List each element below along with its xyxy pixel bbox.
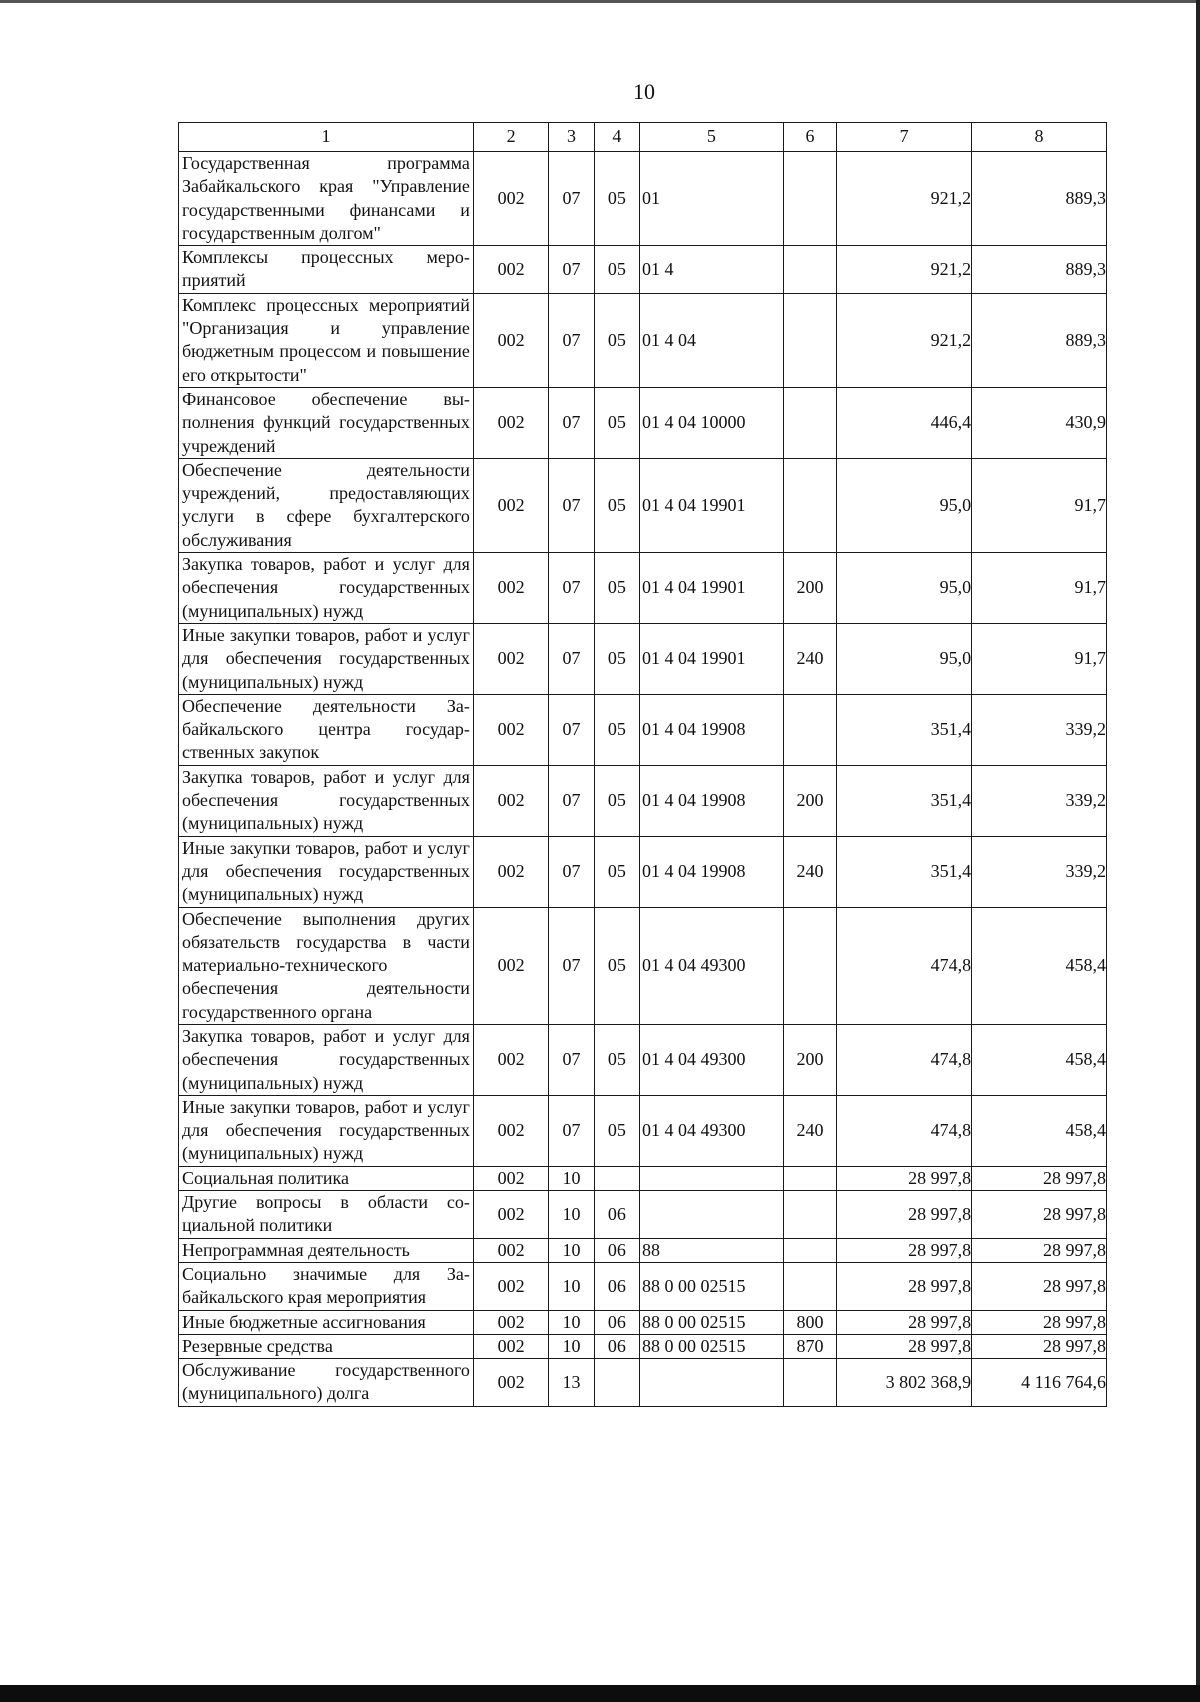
row-code-cell: 002 <box>473 152 548 246</box>
row-amount-col8-cell: 339,2 <box>972 836 1107 907</box>
row-target-article-cell: 01 4 04 49300 <box>639 907 783 1024</box>
row-name-cell: Комплекс процессных мероприятий "Организация и управление бюджетным процессом и повышение его открытости" <box>179 293 474 387</box>
column-header-8: 8 <box>972 123 1107 152</box>
row-target-article-cell: 01 4 04 49300 <box>639 1024 783 1095</box>
column-number-row <box>179 123 1107 152</box>
row-target-article-cell <box>639 1166 783 1190</box>
row-expense-type-cell: 200 <box>783 1024 836 1095</box>
row-name-cell: Закупка товаров, работ и услуг для обеспечения государственных (муниципальных) нужд <box>179 1024 474 1095</box>
row-code-cell: 002 <box>473 765 548 836</box>
row-amount-col8-cell: 430,9 <box>972 387 1107 458</box>
table-row <box>179 293 1107 387</box>
row-section-cell: 10 <box>549 1238 594 1262</box>
row-amount-col7-cell: 28 997,8 <box>837 1310 972 1334</box>
table-row <box>179 1310 1107 1334</box>
row-subsection-cell: 05 <box>594 694 639 765</box>
row-section-cell: 07 <box>549 836 594 907</box>
row-amount-col7-cell: 3 802 368,9 <box>837 1359 972 1407</box>
row-expense-type-cell: 240 <box>783 623 836 694</box>
row-section-cell: 07 <box>549 553 594 624</box>
column-header-4: 4 <box>594 123 639 152</box>
table-row <box>179 1359 1107 1407</box>
row-target-article-cell: 01 4 04 19908 <box>639 765 783 836</box>
row-target-article-cell: 88 0 00 02515 <box>639 1262 783 1310</box>
row-amount-col7-cell: 28 997,8 <box>837 1262 972 1310</box>
row-expense-type-cell <box>783 1166 836 1190</box>
row-code-cell: 002 <box>473 1238 548 1262</box>
row-code-cell: 002 <box>473 1095 548 1166</box>
row-section-cell: 07 <box>549 907 594 1024</box>
row-section-cell: 07 <box>549 152 594 246</box>
row-subsection-cell: 05 <box>594 293 639 387</box>
table-row <box>179 1095 1107 1166</box>
row-code-cell: 002 <box>473 1334 548 1358</box>
row-name-cell: Непрограммная деятельность <box>179 1238 474 1262</box>
table-row <box>179 1166 1107 1190</box>
row-name-cell: Иные закупки товаров, работ и услуг для обеспечения государственных (муниципальных) нужд <box>179 623 474 694</box>
row-amount-col7-cell: 351,4 <box>837 836 972 907</box>
row-section-cell: 07 <box>549 1095 594 1166</box>
row-name-cell: Обслуживание государственного (муниципального) долга <box>179 1359 474 1407</box>
row-name-cell: Резервные средства <box>179 1334 474 1358</box>
table-row <box>179 1024 1107 1095</box>
row-amount-col7-cell: 95,0 <box>837 458 972 552</box>
row-name-cell: Закупка товаров, работ и услуг для обеспечения государственных (муниципальных) нужд <box>179 765 474 836</box>
row-amount-col8-cell: 339,2 <box>972 694 1107 765</box>
row-subsection-cell: 05 <box>594 246 639 294</box>
row-subsection-cell: 06 <box>594 1334 639 1358</box>
row-subsection-cell: 05 <box>594 553 639 624</box>
row-expense-type-cell: 240 <box>783 836 836 907</box>
row-amount-col7-cell: 28 997,8 <box>837 1334 972 1358</box>
row-amount-col7-cell: 474,8 <box>837 907 972 1024</box>
row-name-cell: Обеспечение деятельности Забайкальского центра государственных закупок <box>179 694 474 765</box>
row-expense-type-cell <box>783 1262 836 1310</box>
row-name-cell: Финансовое обеспечение выполнения функций государственных учреждений <box>179 387 474 458</box>
row-expense-type-cell: 800 <box>783 1310 836 1334</box>
row-code-cell: 002 <box>473 836 548 907</box>
row-expense-type-cell <box>783 387 836 458</box>
row-section-cell: 07 <box>549 694 594 765</box>
table-row <box>179 1191 1107 1239</box>
budget-table <box>178 122 1107 1407</box>
row-target-article-cell: 88 <box>639 1238 783 1262</box>
table-row <box>179 694 1107 765</box>
row-target-article-cell: 01 4 04 49300 <box>639 1095 783 1166</box>
row-section-cell: 07 <box>549 293 594 387</box>
row-amount-col7-cell: 95,0 <box>837 553 972 624</box>
row-code-cell: 002 <box>473 1262 548 1310</box>
row-target-article-cell: 01 4 04 10000 <box>639 387 783 458</box>
row-amount-col8-cell: 889,3 <box>972 293 1107 387</box>
row-code-cell: 002 <box>473 1191 548 1239</box>
table-row <box>179 907 1107 1024</box>
row-amount-col8-cell: 889,3 <box>972 152 1107 246</box>
row-target-article-cell: 01 4 04 19901 <box>639 623 783 694</box>
row-amount-col7-cell: 351,4 <box>837 694 972 765</box>
row-amount-col7-cell: 921,2 <box>837 246 972 294</box>
scan-bottom-edge <box>0 1685 1200 1702</box>
row-expense-type-cell: 200 <box>783 553 836 624</box>
row-amount-col8-cell: 28 997,8 <box>972 1191 1107 1239</box>
row-expense-type-cell: 870 <box>783 1334 836 1358</box>
row-amount-col8-cell: 458,4 <box>972 1095 1107 1166</box>
row-name-cell: Социальная политика <box>179 1166 474 1190</box>
row-expense-type-cell <box>783 246 836 294</box>
row-name-cell: Закупка товаров, работ и услуг для обеспечения государственных (муниципальных) нужд <box>179 553 474 624</box>
row-code-cell: 002 <box>473 1310 548 1334</box>
row-subsection-cell <box>594 1166 639 1190</box>
table-row <box>179 1334 1107 1358</box>
row-name-cell: Иные бюджетные ассигнования <box>179 1310 474 1334</box>
row-section-cell: 07 <box>549 1024 594 1095</box>
row-code-cell: 002 <box>473 553 548 624</box>
row-amount-col7-cell: 351,4 <box>837 765 972 836</box>
row-expense-type-cell <box>783 458 836 552</box>
row-amount-col8-cell: 4 116 764,6 <box>972 1359 1107 1407</box>
row-amount-col7-cell: 921,2 <box>837 152 972 246</box>
row-subsection-cell: 06 <box>594 1238 639 1262</box>
row-code-cell: 002 <box>473 1024 548 1095</box>
row-code-cell: 002 <box>473 1359 548 1407</box>
scan-right-edge <box>1196 0 1200 1702</box>
row-amount-col8-cell: 889,3 <box>972 246 1107 294</box>
row-code-cell: 002 <box>473 246 548 294</box>
row-code-cell: 002 <box>473 458 548 552</box>
row-code-cell: 002 <box>473 907 548 1024</box>
row-target-article-cell: 01 4 04 19901 <box>639 458 783 552</box>
row-expense-type-cell <box>783 1191 836 1239</box>
row-subsection-cell: 05 <box>594 907 639 1024</box>
row-name-cell: Комплексы процессных мероприятий <box>179 246 474 294</box>
table-row <box>179 387 1107 458</box>
table-row <box>179 1262 1107 1310</box>
scan-top-edge <box>0 0 1200 3</box>
row-section-cell: 07 <box>549 765 594 836</box>
row-section-cell: 07 <box>549 458 594 552</box>
row-subsection-cell: 05 <box>594 458 639 552</box>
row-target-article-cell: 01 <box>639 152 783 246</box>
row-subsection-cell: 05 <box>594 387 639 458</box>
row-section-cell: 10 <box>549 1262 594 1310</box>
row-expense-type-cell <box>783 293 836 387</box>
row-amount-col7-cell: 446,4 <box>837 387 972 458</box>
row-amount-col8-cell: 458,4 <box>972 1024 1107 1095</box>
row-target-article-cell: 01 4 04 19901 <box>639 553 783 624</box>
row-amount-col8-cell: 28 997,8 <box>972 1262 1107 1310</box>
row-target-article-cell: 01 4 04 19908 <box>639 836 783 907</box>
row-name-cell: Другие вопросы в области социальной политики <box>179 1191 474 1239</box>
row-code-cell: 002 <box>473 623 548 694</box>
row-name-cell: Иные закупки товаров, работ и услуг для обеспечения государственных (муниципальных) нужд <box>179 1095 474 1166</box>
row-section-cell: 10 <box>549 1310 594 1334</box>
table-row <box>179 836 1107 907</box>
row-amount-col8-cell: 458,4 <box>972 907 1107 1024</box>
row-amount-col8-cell: 91,7 <box>972 458 1107 552</box>
row-code-cell: 002 <box>473 1166 548 1190</box>
row-amount-col8-cell: 28 997,8 <box>972 1166 1107 1190</box>
row-section-cell: 10 <box>549 1166 594 1190</box>
row-subsection-cell <box>594 1359 639 1407</box>
table-row <box>179 152 1107 246</box>
row-section-cell: 07 <box>549 387 594 458</box>
row-subsection-cell: 05 <box>594 1095 639 1166</box>
column-header-6: 6 <box>783 123 836 152</box>
row-expense-type-cell <box>783 152 836 246</box>
row-subsection-cell: 05 <box>594 152 639 246</box>
row-section-cell: 07 <box>549 623 594 694</box>
row-section-cell: 07 <box>549 246 594 294</box>
row-expense-type-cell <box>783 907 836 1024</box>
row-expense-type-cell: 200 <box>783 765 836 836</box>
table-row <box>179 623 1107 694</box>
table-body <box>179 152 1107 1407</box>
row-amount-col7-cell: 921,2 <box>837 293 972 387</box>
page-number: 10 <box>633 79 655 104</box>
row-amount-col7-cell: 28 997,8 <box>837 1191 972 1239</box>
row-amount-col7-cell: 95,0 <box>837 623 972 694</box>
table-row <box>179 1238 1107 1262</box>
row-target-article-cell: 88 0 00 02515 <box>639 1334 783 1358</box>
column-header-5: 5 <box>639 123 783 152</box>
row-amount-col8-cell: 28 997,8 <box>972 1238 1107 1262</box>
row-target-article-cell: 01 4 04 19908 <box>639 694 783 765</box>
row-amount-col8-cell: 91,7 <box>972 553 1107 624</box>
column-header-7: 7 <box>837 123 972 152</box>
table-row <box>179 458 1107 552</box>
row-subsection-cell: 05 <box>594 1024 639 1095</box>
row-name-cell: Государственная программа Забайкальского края "Управление государственными финансами и государственным долгом" <box>179 152 474 246</box>
row-amount-col8-cell: 28 997,8 <box>972 1310 1107 1334</box>
row-subsection-cell: 05 <box>594 836 639 907</box>
row-name-cell: Обеспечение деятельности учреждений, предоставляющих услуги в сфере бухгалтерского обслуживания <box>179 458 474 552</box>
table-row <box>179 246 1107 294</box>
row-expense-type-cell <box>783 694 836 765</box>
column-header-2: 2 <box>473 123 548 152</box>
column-header-1: 1 <box>179 123 474 152</box>
row-name-cell: Обеспечение выполнения других обязательств государства в части материально-технического обеспечения деятельности государственного органа <box>179 907 474 1024</box>
row-target-article-cell: 88 0 00 02515 <box>639 1310 783 1334</box>
row-section-cell: 13 <box>549 1359 594 1407</box>
row-expense-type-cell <box>783 1238 836 1262</box>
row-expense-type-cell <box>783 1359 836 1407</box>
row-subsection-cell: 05 <box>594 623 639 694</box>
row-target-article-cell: 01 4 04 <box>639 293 783 387</box>
row-code-cell: 002 <box>473 387 548 458</box>
row-section-cell: 10 <box>549 1334 594 1358</box>
table-row <box>179 765 1107 836</box>
column-header-3: 3 <box>549 123 594 152</box>
row-amount-col7-cell: 474,8 <box>837 1095 972 1166</box>
row-amount-col8-cell: 28 997,8 <box>972 1334 1107 1358</box>
row-expense-type-cell: 240 <box>783 1095 836 1166</box>
row-subsection-cell: 06 <box>594 1310 639 1334</box>
row-amount-col8-cell: 91,7 <box>972 623 1107 694</box>
row-name-cell: Социально значимые для Забайкальского края мероприятия <box>179 1262 474 1310</box>
row-code-cell: 002 <box>473 694 548 765</box>
row-target-article-cell <box>639 1359 783 1407</box>
row-amount-col7-cell: 474,8 <box>837 1024 972 1095</box>
row-name-cell: Иные закупки товаров, работ и услуг для обеспечения государственных (муниципальных) нужд <box>179 836 474 907</box>
row-subsection-cell: 05 <box>594 765 639 836</box>
row-amount-col8-cell: 339,2 <box>972 765 1107 836</box>
row-subsection-cell: 06 <box>594 1191 639 1239</box>
row-subsection-cell: 06 <box>594 1262 639 1310</box>
row-section-cell: 10 <box>549 1191 594 1239</box>
table-row <box>179 553 1107 624</box>
row-code-cell: 002 <box>473 293 548 387</box>
row-amount-col7-cell: 28 997,8 <box>837 1166 972 1190</box>
row-amount-col7-cell: 28 997,8 <box>837 1238 972 1262</box>
row-target-article-cell <box>639 1191 783 1239</box>
row-target-article-cell: 01 4 <box>639 246 783 294</box>
